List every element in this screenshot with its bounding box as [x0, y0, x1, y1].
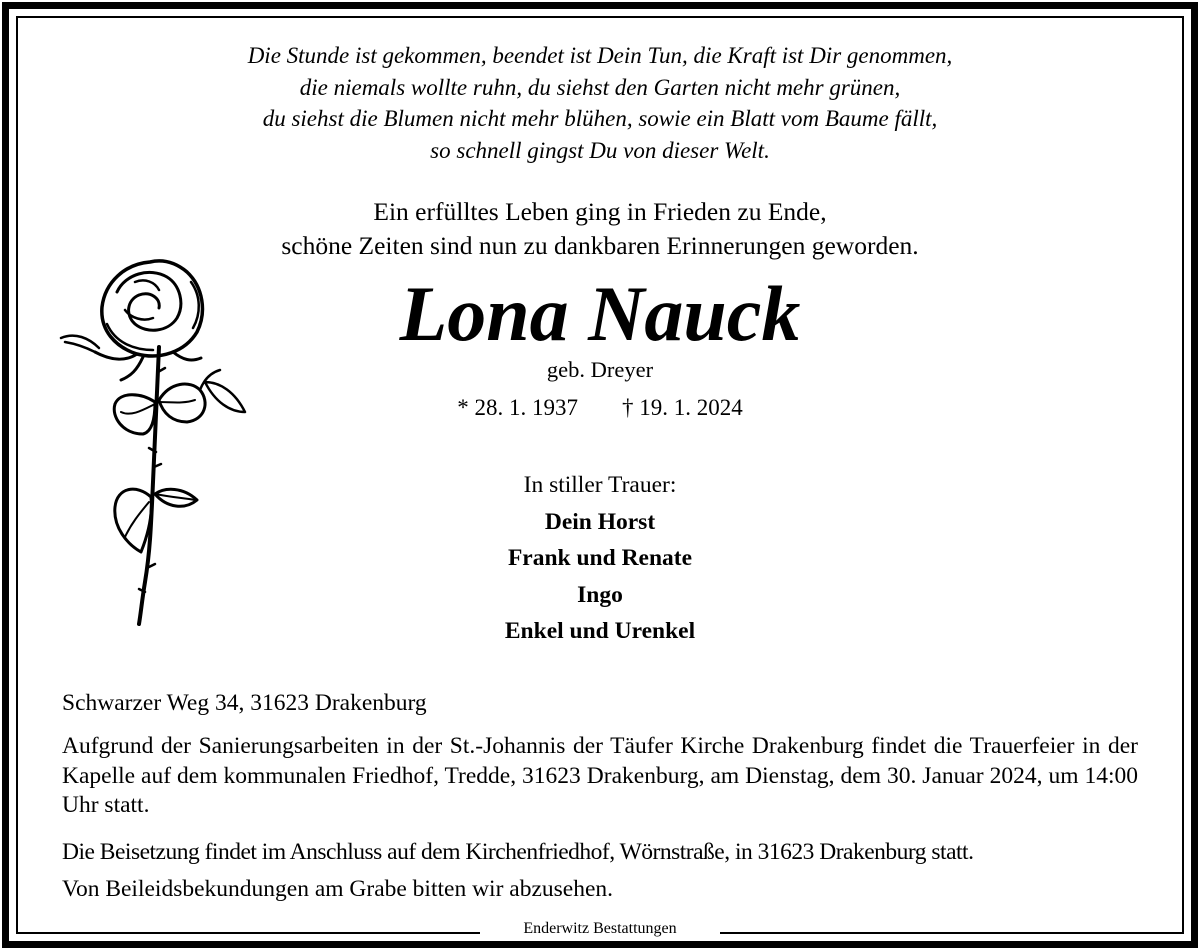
- mourners-heading: In stiller Trauer:: [523, 472, 677, 498]
- intro-line: Ein erfülltes Leben ging in Frieden zu Ende,: [373, 197, 827, 226]
- birth-name: geb. Dreyer: [546, 357, 654, 382]
- service-notice: Aufgrund der Sanierungsarbeiten in der St.-Johannis der Täufer Kirche Drakenburg findet die Trauerfeier in der Kapelle auf dem kommunalen Friedhof, Tredde, 31623 Drakenburg, am Dienstag, dem 30. Januar 2024, um 14:00 Uhr statt.: [62, 733, 1138, 818]
- mourners: [380, 467, 820, 650]
- life-dates: [380, 393, 820, 423]
- mourner-name: Dein Horst: [544, 508, 656, 535]
- intro-text: [150, 195, 1050, 263]
- condolence-notice: Von Beileidsbekundungen am Grabe bitten wir abzusehen.: [62, 876, 614, 902]
- death-date: † 19. 1. 2024: [622, 395, 743, 420]
- mourner-name: Enkel und Urenkel: [504, 618, 696, 644]
- deceased-name: Lona Nauck: [399, 270, 801, 357]
- undertaker-credit: Enderwitz Bestattungen: [480, 918, 720, 940]
- poem-line: so schnell gingst Du von dieser Welt.: [430, 137, 770, 163]
- birth-date: * 28. 1. 1937: [457, 395, 578, 420]
- mourner-name: Frank und Renate: [507, 545, 693, 571]
- poem-line: du siehst die Blumen nicht mehr blühen, sowie ein Blatt vom Baume fällt,: [262, 106, 938, 131]
- poem-line: Die Stunde ist gekommen, beendet ist Dein Tun, die Kraft ist Dir genommen,: [247, 43, 953, 68]
- burial-notice: Die Beisetzung findet im Anschluss auf dem Kirchenfriedhof, Wörnstraße, in 31623 Drakenburg statt.: [62, 839, 974, 865]
- intro-line: schöne Zeiten sind nun zu dankbaren Erinnerungen geworden.: [281, 231, 919, 260]
- address: Schwarzer Weg 34, 31623 Drakenburg: [62, 690, 427, 716]
- poem-line: die niemals wollte ruhn, du siehst den Garten nicht mehr grünen,: [299, 74, 901, 100]
- poem: [100, 40, 1100, 166]
- rose-icon: [55, 252, 255, 627]
- mourner-name: Ingo: [577, 581, 623, 608]
